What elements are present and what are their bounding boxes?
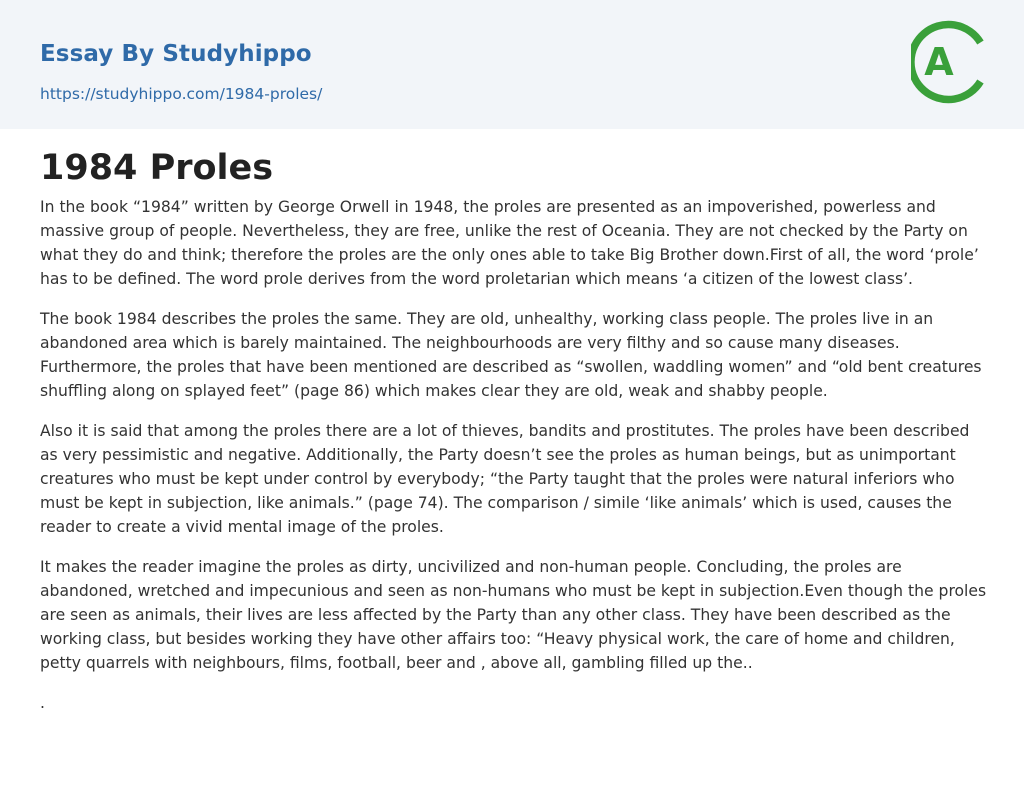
studyhippo-logo-icon[interactable] <box>911 19 987 105</box>
page-title: 1984 Proles <box>40 148 274 188</box>
essay-content <box>40 145 988 715</box>
essay-paragraph-2: The book 1984 describes the proles the same. They are old, unhealthy, working class people. The proles live in an abandoned area which is barely maintained. The neighbourhoods are very filthy and so cause many diseases. Furthermore, the proles that have been mentioned are described as “swollen, waddling women” and “old bent creatures shuffling along on splayed feet” (page 86) which makes clear they are old, weak and shabby people. <box>40 310 982 400</box>
logo-letter: A <box>924 40 954 84</box>
brand-title[interactable]: Essay By Studyhippo <box>40 41 312 67</box>
essay-trailing-text: . <box>40 694 45 712</box>
essay-paragraph-3: Also it is said that among the proles there are a lot of thieves, bandits and prostitutes. The proles have been described as very pessimistic and negative. Additionally, the Party doesn’t see the proles as human beings, but as unimportant creatures who must be kept under control by everybody; “the Party taught that the proles were natural inferiors who must be kept in subjection, like animals.” (page 74). The comparison / simile ‘like animals’ which is used, causes the reader to create a vivid mental image of the proles. <box>40 422 970 536</box>
essay-paragraph-1: In the book “1984” written by George Orwell in 1948, the proles are presented as an impoverished, powerless and massive group of people. Nevertheless, they are free, unlike the rest of Oceania. They are not checked by the Party on what they do and think; therefore the proles are the only ones able to take Big Brother down.First of all, the word ‘prole’ has to be defined. The word prole derives from the word proletarian which means ‘a citizen of the lowest class’. <box>40 198 979 288</box>
source-url-link[interactable]: https://studyhippo.com/1984-proles/ <box>40 85 323 103</box>
essay-paragraph-4: It makes the reader imagine the proles as dirty, uncivilized and non-human people. Concluding, the proles are abandoned, wretched and impecunious and seen as non-humans who must be kept in subjection.Even though the proles are seen as animals, their lives are less affected by the Party than any other class. They have been described as the working class, but besides working they have other affairs too: “Heavy physical work, the care of home and children, petty quarrels with neighbours, films, football, beer and , above all, gambling filled up the.. <box>40 558 987 672</box>
site-header <box>0 0 1024 129</box>
